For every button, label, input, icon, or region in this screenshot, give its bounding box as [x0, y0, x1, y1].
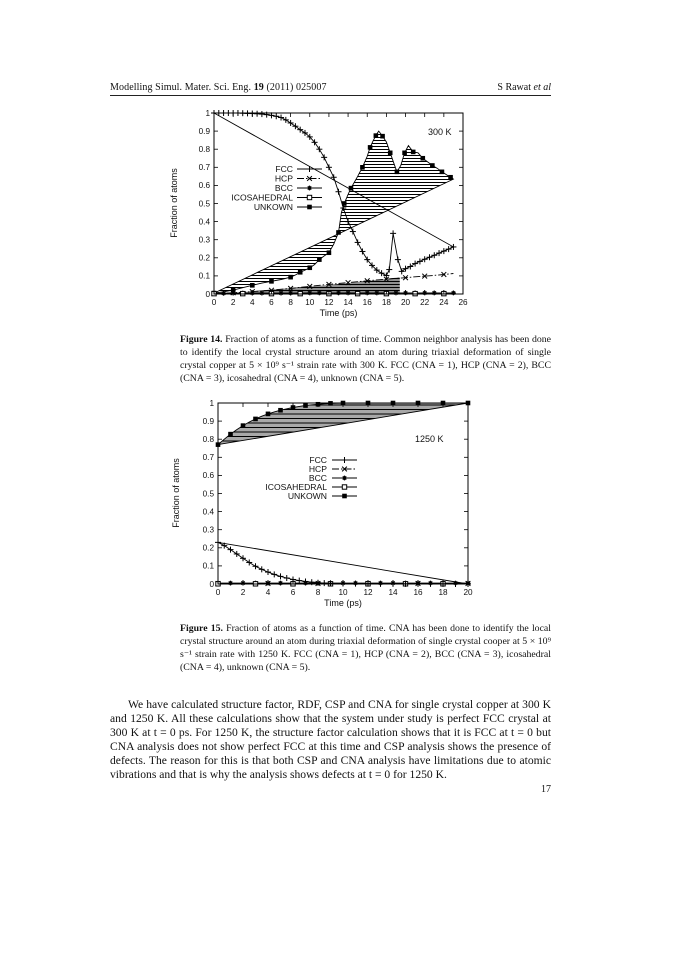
legend	[231, 164, 322, 212]
temperature-annotation: 300 K	[428, 127, 452, 137]
series-FCC	[218, 542, 468, 584]
svg-text:6: 6	[269, 298, 274, 307]
svg-text:0: 0	[215, 588, 221, 597]
page-number: 17	[541, 784, 551, 795]
svg-text:20: 20	[463, 588, 473, 597]
figure-15-caption-text: Fraction of atoms as a function of time. CNA has been done to identify the local crystal structure around an atom during triaxial deformation of single crystal cooper at 5 × 10⁹ s⁻¹ strain rate with 1250 K. FCC (CNA = 1), HCP (CNA = 2), BCC (CNA = 3), icosahedral (CNA = 4), unknown (CNA = 5).	[180, 623, 551, 673]
svg-text:0: 0	[205, 289, 210, 299]
journal-volume: 19	[253, 82, 264, 93]
svg-text:0.2: 0.2	[202, 543, 214, 553]
svg-text:0.4: 0.4	[198, 217, 210, 227]
author-name: S Rawat	[497, 82, 534, 93]
svg-text:2: 2	[230, 298, 236, 307]
svg-text:10: 10	[338, 588, 348, 597]
labels	[171, 399, 473, 608]
svg-text:0.9: 0.9	[202, 416, 214, 426]
svg-text:12: 12	[324, 298, 334, 307]
svg-text:0.9: 0.9	[198, 126, 210, 136]
legend-label-ICOSAHEDRAL: ICOSAHEDRAL	[265, 482, 327, 492]
svg-text:24: 24	[439, 298, 449, 307]
legend	[265, 455, 357, 501]
legend-label-UNKOWN: UNKOWN	[253, 202, 293, 212]
figure-14-caption	[180, 333, 551, 385]
svg-text:26: 26	[458, 298, 468, 307]
figure-14-chart	[165, 101, 485, 319]
svg-text:0.1: 0.1	[198, 271, 210, 281]
figure-15-chart	[165, 391, 485, 609]
figure-14-caption-text: Fraction of atoms as a function of time. Common neighbor analysis has been done to identify the local crystal structure around an atom during triaxial deformation of single crystal copper at 5 × 10⁹ s⁻¹ strain rate with 300 K. FCC (CNA = 1), HCP (CNA = 2), BCC (CNA = 3), icosahedral (CNA = 4), unknown (CNA = 5).	[180, 334, 551, 384]
journal-title: Modelling Simul. Mater. Sci. Eng.	[110, 82, 254, 93]
fills	[214, 131, 453, 294]
svg-text:0.7: 0.7	[198, 163, 210, 173]
legend-label-ICOSAHEDRAL: ICOSAHEDRAL	[231, 192, 293, 203]
figure-14-plot	[165, 101, 485, 319]
svg-text:18: 18	[438, 588, 448, 597]
y-axis-label: Fraction of atoms	[169, 168, 179, 238]
legend-label-BCC: BCC	[274, 183, 293, 193]
x-axis-label: Time (ps)	[319, 308, 358, 318]
body-paragraph: We have calculated structure factor, RDF, CSP and CNA for single crystal copper at 300 K and 1250 K. All these calculations show that the system under study is perfect FCC crystal at 300 K at t = 0 ps. For 1250 K, the structure factor calculation shows that it is FCC at t = 0 but CNA analysis does not show perfect FCC at this time and CSP analysis shows the presence of defects. The reason for this is that both CSP and CNA analysis have limitations due to atomic vibrations and that is why the analysis shows defects at t = 0 for 1250 K.	[110, 698, 551, 782]
x-axis-label: Time (ps)	[324, 598, 362, 608]
y-axis-label: Fraction of atoms	[171, 458, 181, 528]
svg-text:0.8: 0.8	[198, 145, 210, 154]
legend-label-FCC: FCC	[275, 164, 293, 174]
svg-text:4: 4	[250, 298, 255, 307]
header-rule	[110, 95, 551, 96]
svg-text:14: 14	[388, 588, 398, 597]
svg-text:0.3: 0.3	[198, 235, 210, 245]
svg-text:0.2: 0.2	[198, 253, 210, 263]
et-al: et al	[533, 82, 551, 93]
svg-text:20: 20	[400, 298, 411, 307]
figure-14-label: Figure 14.	[180, 334, 223, 345]
svg-text:16: 16	[362, 298, 372, 307]
svg-text:6: 6	[290, 588, 296, 597]
svg-text:18: 18	[381, 298, 391, 307]
figure-15-label: Figure 15.	[180, 623, 223, 634]
svg-text:0.5: 0.5	[198, 199, 210, 209]
legend-label-FCC: FCC	[309, 455, 327, 465]
svg-text:0.3: 0.3	[202, 525, 214, 535]
axes	[214, 113, 463, 294]
svg-text:0: 0	[211, 298, 217, 307]
svg-text:22: 22	[420, 298, 430, 307]
svg-text:2: 2	[240, 588, 246, 597]
figure-15-caption	[180, 622, 551, 674]
series-lines	[211, 110, 456, 296]
svg-text:0.6: 0.6	[202, 471, 214, 481]
svg-text:0.6: 0.6	[198, 181, 210, 191]
svg-text:0.8: 0.8	[202, 435, 214, 444]
svg-text:8: 8	[315, 588, 321, 597]
legend-label-HCP: HCP	[308, 464, 327, 474]
svg-text:4: 4	[265, 588, 271, 597]
legend-label-HCP: HCP	[274, 173, 293, 184]
author-reference	[110, 82, 551, 93]
figure-15-plot	[165, 391, 485, 609]
svg-text:0.5: 0.5	[202, 489, 214, 499]
journal-issue: (2011) 025007	[263, 82, 327, 93]
svg-text:0.1: 0.1	[202, 561, 214, 571]
svg-text:1: 1	[209, 398, 214, 408]
svg-text:8: 8	[288, 298, 293, 307]
legend-label-BCC: BCC	[308, 473, 327, 483]
svg-text:10: 10	[305, 298, 315, 307]
svg-text:0.4: 0.4	[202, 507, 214, 517]
svg-text:12: 12	[363, 588, 373, 597]
temperature-annotation: 1250 K	[415, 434, 444, 444]
svg-text:1: 1	[205, 108, 210, 118]
svg-text:16: 16	[413, 588, 423, 597]
svg-text:0.7: 0.7	[202, 453, 214, 463]
svg-text:14: 14	[343, 298, 353, 307]
svg-text:0: 0	[209, 579, 214, 589]
legend-label-UNKOWN: UNKOWN	[287, 491, 327, 501]
